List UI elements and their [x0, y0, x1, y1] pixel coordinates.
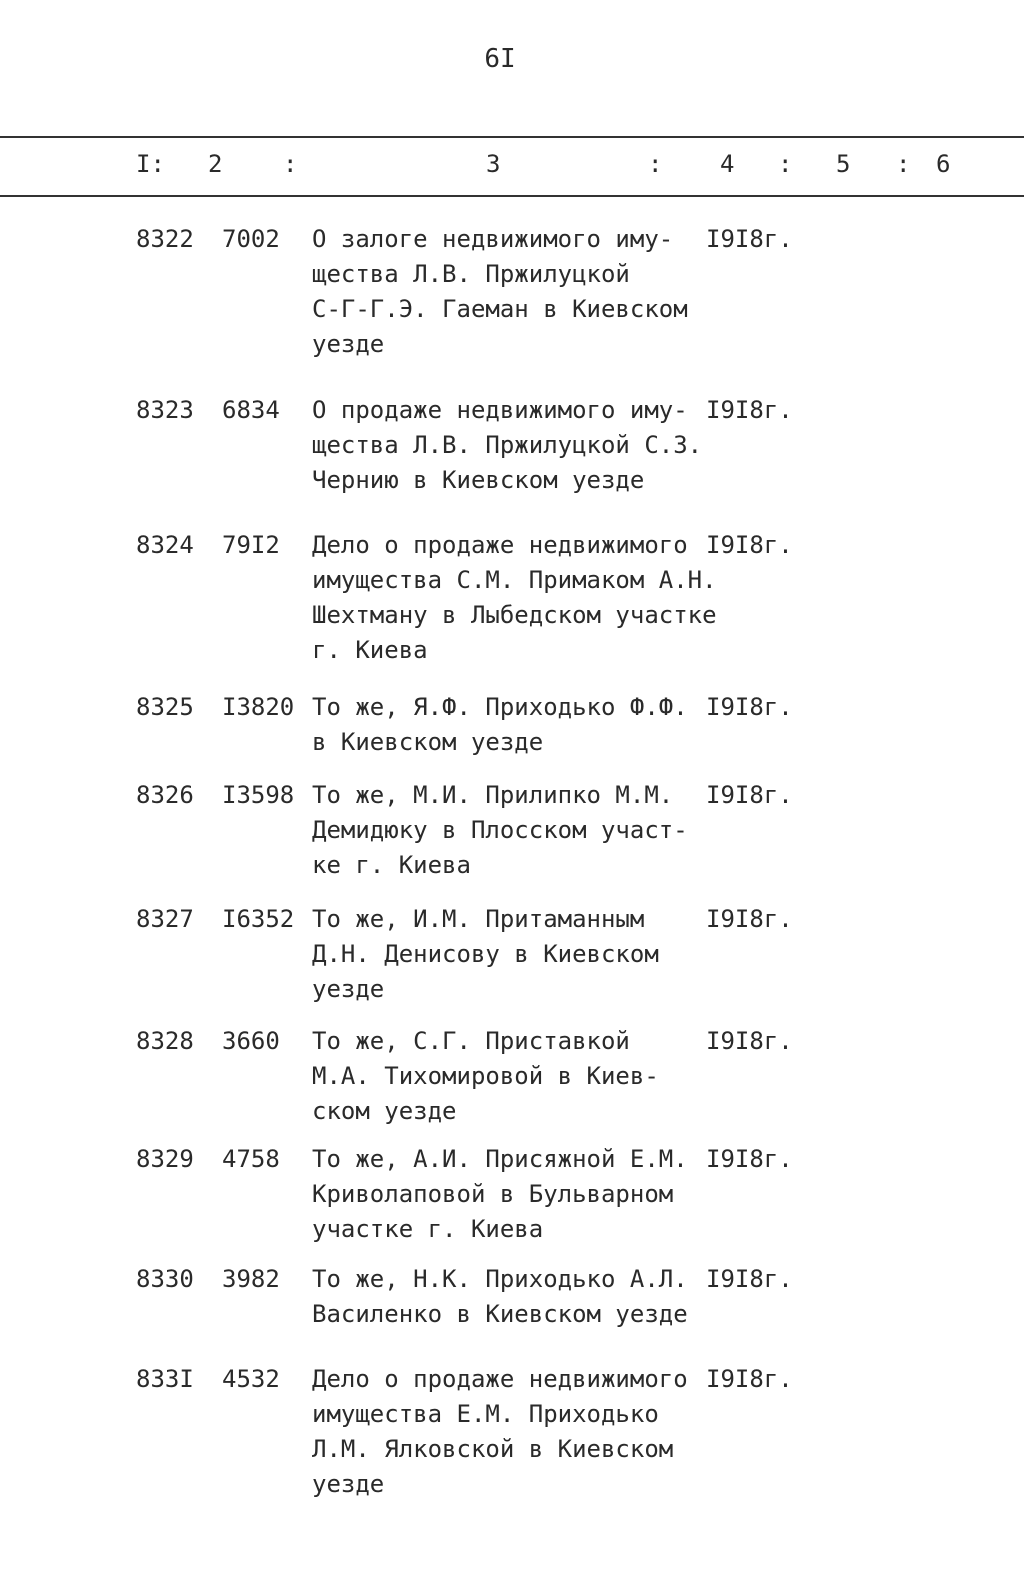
- record-old-number: 6834: [222, 396, 280, 424]
- header-separator: :: [283, 150, 298, 178]
- record-year: I9I8г.: [706, 905, 793, 933]
- record-number: 8325: [136, 693, 194, 721]
- record-old-number: 3982: [222, 1265, 280, 1293]
- header-col-4: 4: [720, 150, 735, 178]
- record-year: I9I8г.: [706, 1365, 793, 1393]
- record-year: I9I8г.: [706, 225, 793, 253]
- record-title: [312, 690, 707, 760]
- record-title-line: щества Л.В. Пржилуцкой С.З.: [312, 431, 703, 459]
- record-title: [312, 778, 707, 883]
- record-old-number: 7002: [222, 225, 280, 253]
- record-title: [312, 902, 707, 1007]
- record-title-line: Дело о продаже недвижимого: [312, 531, 688, 559]
- record-title-line: Чернию в Киевском уезде: [312, 466, 645, 494]
- record-title-line: имущества Е.М. Приходько: [312, 1400, 659, 1428]
- record-title-line: Василенко в Киевском уезде: [312, 1300, 688, 1328]
- record-number: 8329: [136, 1145, 194, 1173]
- header-col-1: I:: [136, 150, 165, 178]
- record-title: [312, 1362, 707, 1502]
- record-title-line: г. Киева: [312, 636, 428, 664]
- record-title-line: То же, А.И. Присяжной Е.М.: [312, 1145, 688, 1173]
- record-title-line: в Киевском уезде: [312, 728, 544, 756]
- header-col-5: 5: [836, 150, 851, 178]
- record-title-line: ском уезде: [312, 1097, 457, 1125]
- record-number: 8328: [136, 1027, 194, 1055]
- record-year: I9I8г.: [706, 531, 793, 559]
- header-separator: :: [648, 150, 663, 178]
- header-separator: :: [896, 150, 911, 178]
- header-separator: :: [778, 150, 793, 178]
- record-title: [312, 393, 707, 498]
- record-old-number: I3820: [222, 693, 295, 721]
- record-title-line: То же, Я.Ф. Приходько Ф.Ф.: [312, 693, 688, 721]
- record-year: I9I8г.: [706, 1265, 793, 1293]
- table-header: [0, 150, 1024, 182]
- record-number: 8323: [136, 396, 194, 424]
- header-col-2: 2: [208, 150, 223, 178]
- record-title-line: То же, С.Г. Приставкой: [312, 1027, 630, 1055]
- record-title-line: Шехтману в Лыбедском участке: [312, 601, 717, 629]
- record-title-line: Демидюку в Плосском участ-: [312, 816, 688, 844]
- header-top-rule: [0, 136, 1024, 138]
- record-title-line: О продаже недвижимого иму-: [312, 396, 688, 424]
- record-title-line: С-Г-Г.Э. Гаеман в Киевском: [312, 295, 688, 323]
- record-title: [312, 1024, 707, 1129]
- record-year: I9I8г.: [706, 1027, 793, 1055]
- record-title-line: То же, И.М. Притаманным: [312, 905, 645, 933]
- record-title-line: имущества С.М. Примаком А.Н.: [312, 566, 717, 594]
- record-year: I9I8г.: [706, 396, 793, 424]
- record-number: 8327: [136, 905, 194, 933]
- record-title: [312, 222, 707, 362]
- record-old-number: 4758: [222, 1145, 280, 1173]
- record-old-number: 4532: [222, 1365, 280, 1393]
- record-number: 8322: [136, 225, 194, 253]
- record-title-line: То же, Н.К. Приходько А.Л.: [312, 1265, 688, 1293]
- record-title: [312, 1262, 707, 1332]
- record-number: 8324: [136, 531, 194, 559]
- record-old-number: I3598: [222, 781, 295, 809]
- record-title-line: Криволаповой в Бульварном: [312, 1180, 674, 1208]
- record-old-number: 3660: [222, 1027, 280, 1055]
- record-title-line: М.А. Тихомировой в Киев-: [312, 1062, 659, 1090]
- record-number: 833I: [136, 1365, 194, 1393]
- record-number: 8326: [136, 781, 194, 809]
- record-title-line: уезде: [312, 330, 385, 358]
- header-col-6: 6: [936, 150, 951, 178]
- record-title-line: щества Л.В. Пржилуцкой: [312, 260, 630, 288]
- record-title-line: Д.Н. Денисову в Киевском: [312, 940, 659, 968]
- record-old-number: 79I2: [222, 531, 280, 559]
- record-number: 8330: [136, 1265, 194, 1293]
- header-col-3: 3: [486, 150, 501, 178]
- record-title-line: Л.М. Ялковской в Киевском: [312, 1435, 674, 1463]
- record-year: I9I8г.: [706, 693, 793, 721]
- record-title-line: ке г. Киева: [312, 851, 471, 879]
- record-title: [312, 1142, 707, 1247]
- record-old-number: I6352: [222, 905, 295, 933]
- record-title: [312, 528, 717, 668]
- record-title-line: То же, М.И. Прилипко М.М.: [312, 781, 674, 809]
- record-title-line: уезде: [312, 1470, 385, 1498]
- record-title-line: О залоге недвижимого иму-: [312, 225, 674, 253]
- page-number: 6I: [484, 44, 516, 74]
- record-title-line: участке г. Киева: [312, 1215, 544, 1243]
- record-year: I9I8г.: [706, 1145, 793, 1173]
- record-title-line: уезде: [312, 975, 385, 1003]
- record-title-line: Дело о продаже недвижимого: [312, 1365, 688, 1393]
- header-bottom-rule: [0, 195, 1024, 197]
- record-year: I9I8г.: [706, 781, 793, 809]
